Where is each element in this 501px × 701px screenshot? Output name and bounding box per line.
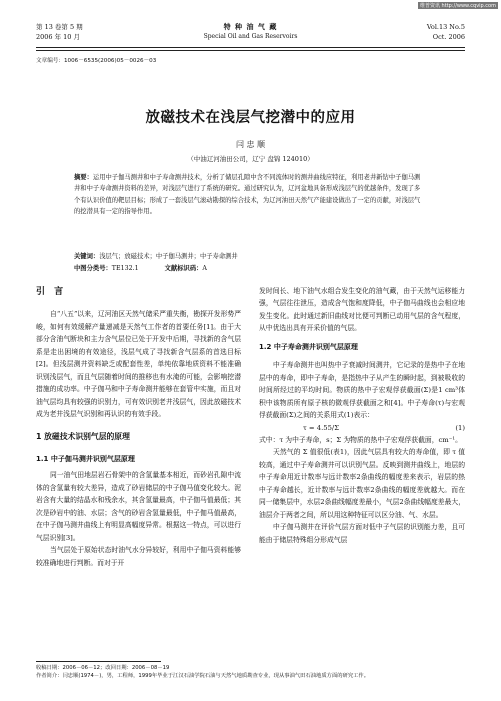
issue-date: 2006 年 10 月 [36, 33, 81, 41]
section-1-1-paragraph-1: 同一油气田地层岩石骨架中的含氢量基本相近，而砂岩孔隙中流体的含氢量有较大差异，造成了砂岩储层的中子伽马值变化较大。泥岩含有大量的结晶水和残余水，其含氢量最高，中子伽马值最低；其次是砂岩中的油、水层；含气的砂岩含氢量最低，中子伽马值最高，在中子伽马测井曲线上有明显高幅度异常。根据这一特点，可以进行气层识别[3]。 [36, 471, 241, 542]
volume-issue-en: Vol.13 No.5 [426, 23, 465, 31]
section-1-2-paragraph-1: 中子寿命测井也叫热中子衰减时间测井，它记录的是热中子在地层中的寿命，即中子寿命，是指热中子从产生的瞬时起，到被吸收的时间所经过的平均时间。物质的热中子宏观俘获截面(Σ)是1 cm³体积中该物质所有原子核的微观俘获截面之和[4]。中子寿命(τ)与宏观俘获截面(Σ)之间的关系用式(1)表示： [259, 361, 465, 420]
author-bio: 作者简介：闫忠顺(1974－)，男，工程师，1999年毕业于江汉石油学院石油与天然气地质勘查专业，现从事油气田石油地质方面的研究工作。 [36, 673, 370, 679]
doc-code-label: 文献标识码： [164, 265, 203, 272]
clc-value: TE132.1 [111, 265, 139, 272]
equation-body: τ = 4.55/Σ [303, 423, 340, 432]
footnote-rule [36, 661, 161, 662]
section-1-1-heading: 1.1 中子伽马测井识别气层原理 [36, 454, 135, 463]
abstract [74, 172, 426, 217]
section-1-1-paragraph-2: 当气层处于原始状态时油气水分异较好，利用中子伽马资料能够较准确地进行判断。而对于开 [36, 546, 241, 567]
section-1-2-heading: 1.2 中子寿命测井识别气层原理 [259, 342, 358, 351]
article-number: 文章编号：1006－6535(2006)05－0026－03 [36, 58, 157, 64]
classification [74, 263, 207, 272]
clc-label: 中图分类号： [74, 265, 112, 272]
keywords-label: 关键词： [74, 253, 100, 260]
header-rule [36, 47, 465, 48]
journal-name-en: Special Oil and Gas Reservoirs [203, 33, 298, 40]
intro-paragraph: 自“八五”以来，辽河油区天然气储采严重失衡，勘探开发形势严峻，如何有效缓解产量递减是天然气工作者的首要任务[1]。由于大部分含油气断块和主力含气层位已处于开发中后期，寻找新的含气层系是走出困境的有效途径，浅层气成了寻找新含气层系的首选目标[2]。但浅层测井资料缺乏或配套性差，单纯依靠地质资料不能准确识别浅层气，而且气层随着时间的推移也有水淹的可能，会影响挖潜措施的成功率。中子伽马和中子寿命测井能够在套管中实施，而且对油气层均具有较强的识别力，可有效识别老井浅层气，因此放磁技术成为老井浅层气识别和再认识的有效手段。 [36, 310, 241, 419]
continued-paragraph: 发时间长、地下油气水组合发生变化的油气藏，由于天然气运移能力强，气层往往泄压，造成含气饱和度降低，中子伽马曲线也会相应地发生变化。此时通过新旧曲线对比便可判断已动用气层的含气程度，从中优选出具有开采价值的气层。 [259, 287, 465, 333]
keywords [74, 251, 238, 260]
affiliation: （中油辽河油田公司，辽宁 盘锦 124010） [187, 155, 314, 163]
received-date: 收稿日期：2006－06－12；改回日期：2006－08－19 [36, 665, 170, 671]
right-column [259, 285, 465, 546]
header-right [427, 22, 465, 42]
section-1-heading: 1 放磁技术识别气层的原理 [36, 431, 130, 441]
left-column [36, 286, 241, 569]
section-1-2-paragraph-3: 中子伽马测井在评价气层方面对低中子气层的识别能力差，且可能由于储层特殊组分形成气层 [259, 523, 465, 544]
keywords-text: 浅层气；放磁技术；中子伽马测井；中子寿命测井 [99, 253, 238, 260]
author: 闫 忠 顺 [235, 140, 266, 149]
header-center [36, 22, 465, 42]
section-1-2-paragraph-2: 天然气的 Σ 值很低(表1)，因此气层具有较大的寿命值，即 τ 值较高，通过中子寿命测井可以识别气层。反映到测井曲线上，地层的中子寿命用近计数率与远计数率2条曲线的幅度差来表示，岩层的热中子寿命越长，近计数率与远计数率2条曲线的幅度差就越大。而在同一储集层中，水层2条曲线幅度差最小，气层2条曲线幅度差最大，油层介于两者之间，所以用这种特征可以区分油、气、水层。 [259, 448, 465, 519]
equation-number: (1) [455, 423, 465, 432]
doc-code-value: A [202, 265, 207, 272]
equation-explanation: 式中：τ 为中子寿命，s；Σ 为物质的热中子宏观俘获截面，cm⁻¹。 [259, 435, 462, 444]
journal-name-cn: 特 种 油 气 藏 [223, 23, 278, 31]
watermark: 维普资讯 http://www.cqvip.com [419, 3, 496, 9]
intro-heading: 引 言 [36, 287, 67, 297]
paper-title: 放磁技术在浅层气挖潜中的应用 [145, 110, 356, 126]
abstract-label: 摘要： [74, 174, 93, 181]
header-rule-thin [36, 50, 465, 51]
equation-1 [259, 422, 465, 434]
issue-date-en: Oct. 2006 [432, 33, 465, 41]
volume-issue: 第 13 卷第 5 期 [36, 23, 83, 31]
abstract-text: 运用中子伽马测井和中子寿命测井技术，分析了储层孔隙中含不同流体时的测井曲线应特征，利用老井新钻中子伽马测井和中子寿命测井资料的差异，对浅层气进行了系统的研究。通过研究认为，辽河盆地具备形成浅层气的优越条件，发现了多个有认识价值的靶层目标；形成了一套浅层气滚动勘探的综合技术，为辽河油田天然气产能建设做出了一定的贡献，对浅层气的挖潜具有一定的指导作用。 [74, 174, 421, 215]
